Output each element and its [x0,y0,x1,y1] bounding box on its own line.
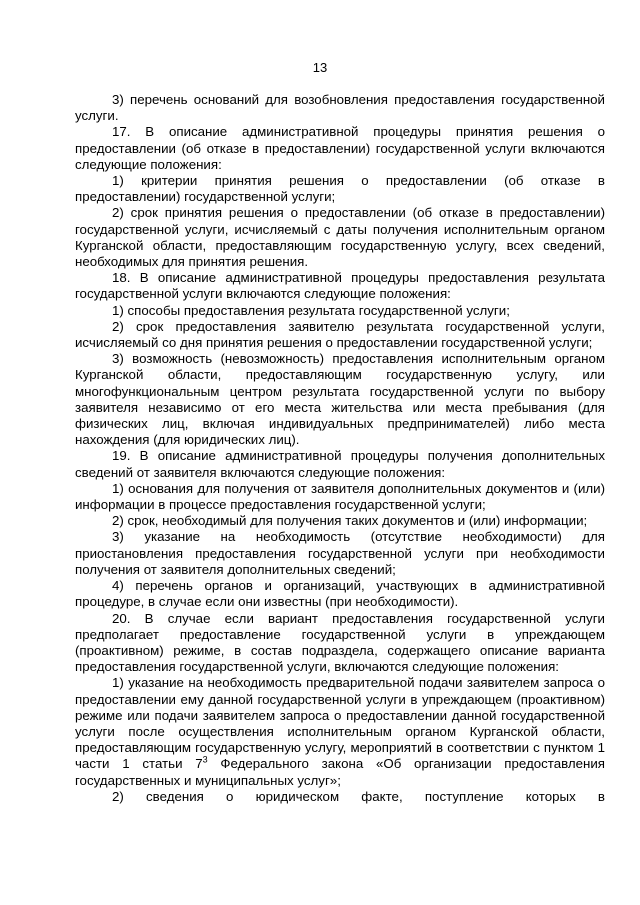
paragraph-3-reasons-renewal: 3) перечень оснований для возобновления предоставления государственной услуги. [75,92,605,124]
paragraph-19-4: 4) перечень органов и организаций, участвующих в административной процедуре, в случае если они известны (при необходимости). [75,578,605,610]
paragraph-18-heading: 18. В описание административной процедуры предоставления результата государственной услуги включаются следующие положения: [75,270,605,302]
paragraph-19-heading: 19. В описание административной процедуры получения дополнительных сведений от заявителя включаются следующие положения: [75,448,605,480]
paragraph-20-2: 2) сведения о юридическом факте, поступление которых в [112,788,605,804]
paragraph-17-heading: 17. В описание административной процедуры принятия решения о предоставлении (об отказе в предоставлении) государственной услуги включаются следующие положения: [75,124,605,172]
paragraph-20-1-text-end: Федерального закона «Об организации предоставления государственных и муниципальных услуг»; [75,756,605,788]
paragraph-19-1: 1) основания для получения от заявителя дополнительных документов и (или) информации в процессе предоставления государственной услуги; [75,480,605,513]
paragraph-18-1: 1) способы предоставления результата государственной услуги; [112,302,510,318]
paragraph-20-1-text: 1) указание на необходимость предварительной подачи заявителем запроса о предоставлении ему данной государственной услуги в упреждающем (проактивном) режиме или подачи заявителем запроса о предоставлении данной государственной услуги после осуществления исполнительным органом Курганской области, предоставляющим государственную услугу, мероприятий в соответствии с пунктом 1 части 1 статьи 7 [75,675,605,772]
document-body [75,92,605,805]
page-number: 13 [312,60,328,75]
paragraph-20-heading: 20. В случае если вариант предоставления государственной услуги предполагает предоставление государственной услуги в упреждающем (проактивном) режиме, в состав подраздела, содержащего описание варианта предоставления государственной услуги, включаются следующие положения: [75,610,605,675]
paragraph-17-2: 2) срок принятия решения о предоставлении (об отказе в предоставлении) государственной услуги, исчисляемый с даты получения исполнительным органом Курганской области, предоставляющим государственную услугу, всех сведений, необходимых для принятия решения. [75,205,605,270]
paragraph-18-3: 3) возможность (невозможность) предоставления исполнительным органом Курганской области, предоставляющим государственную услугу, или многофункциональным центром результата государственной услуги по выбору заявителя независимо от его места жительства или места пребывания (для физических лиц, включая индивидуальных предпринимателей) либо места нахождения (для юридических лиц). [75,351,605,448]
paragraph-20-1 [75,675,605,788]
paragraph-19-3: 3) указание на необходимость (отсутствие необходимости) для приостановления предоставления государственной услуги при необходимости получения от заявителя дополнительных сведений; [75,529,605,577]
superscript-3: 3 [202,754,208,765]
paragraph-19-2: 2) срок, необходимый для получения таких документов и (или) информации; [112,513,588,529]
paragraph-17-1: 1) критерии принятия решения о предоставлении (об отказе в предоставлении) государственной услуги; [75,173,605,205]
paragraph-18-2: 2) срок предоставления заявителю результата государственной услуги, исчисляемый со дня принятия решения о предоставлении государственной услуги; [75,318,605,351]
